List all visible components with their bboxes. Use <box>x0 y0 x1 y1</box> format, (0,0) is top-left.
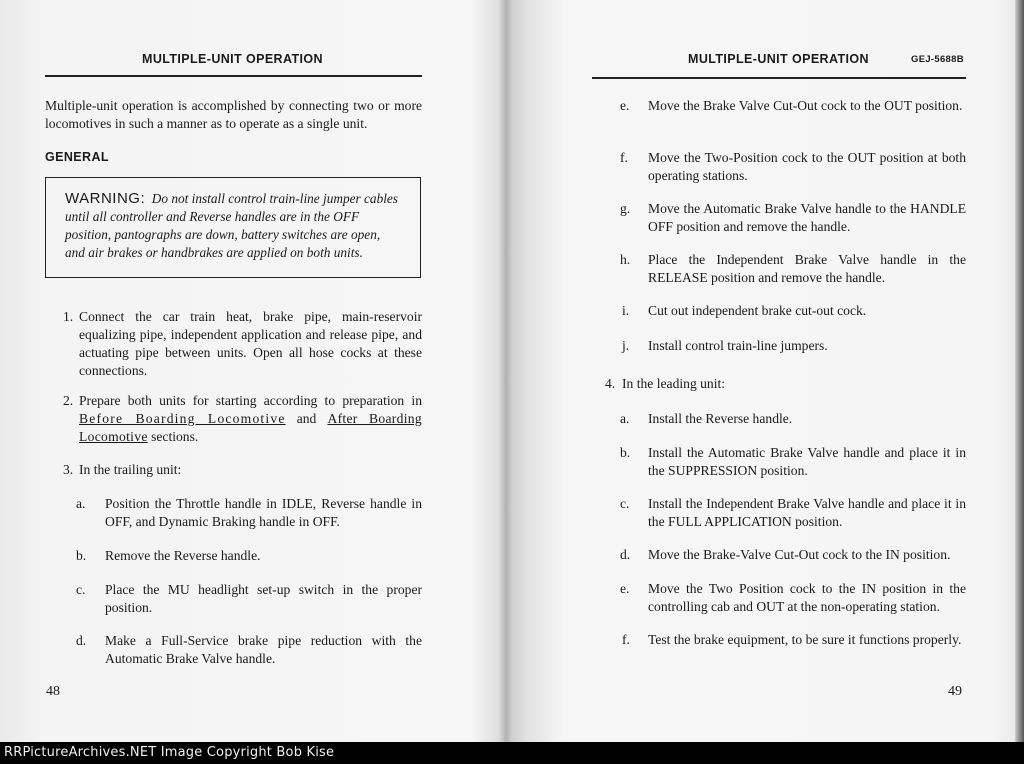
step-4c-text: Install the Independent Brake Valve handle and place it in the FULL APPLICATION position. <box>648 496 966 529</box>
general-heading: GENERAL <box>45 150 109 164</box>
step-4e-letter: e. <box>620 581 630 596</box>
step-3a-text: Position the Throttle handle in IDLE, Reverse handle in OFF, and Dynamic Braking handle in OFF. <box>105 496 422 529</box>
left-running-head: MULTIPLE-UNIT OPERATION <box>142 52 323 66</box>
step-3c-letter: c. <box>76 582 86 597</box>
step-3b-letter: b. <box>76 548 87 563</box>
trailing-g-text: Move the Automatic Brake Valve handle to the HANDLE OFF position and remove the handle. <box>648 201 966 234</box>
step-4-number: 4. <box>605 376 616 391</box>
step-3-text: In the trailing unit: <box>79 462 182 477</box>
trailing-g-letter: g. <box>620 201 631 216</box>
trailing-h-text: Place the Independent Brake Valve handle in the RELEASE position and remove the handle. <box>648 252 966 285</box>
step-3a-letter: a. <box>76 496 86 511</box>
warning-text: Do not install control train-line jumper cables until all controller and Reverse handles are in the OFF position, pantographs are down, battery switches are open, and air brakes or handbrakes are applied on both units. <box>65 191 398 260</box>
step-2-number: 2. <box>63 393 74 408</box>
trailing-h-letter: h. <box>620 252 631 267</box>
page-edge-shadow <box>1015 0 1024 742</box>
step-3-number: 3. <box>63 462 74 477</box>
step-3d-letter: d. <box>76 633 87 648</box>
trailing-j-letter: j. <box>622 338 630 353</box>
step-4d-text: Move the Brake-Valve Cut-Out cock to the IN position. <box>648 547 951 562</box>
trailing-e-text: Move the Brake Valve Cut-Out cock to the OUT position. <box>648 98 963 113</box>
left-page-number: 48 <box>46 684 60 699</box>
left-page <box>0 0 505 742</box>
before-boarding-link: Before Boarding Locomotive <box>79 411 286 426</box>
step-4b-text: Install the Automatic Brake Valve handle and place it in the SUPPRESSION position. <box>648 445 966 478</box>
intro-paragraph: Multiple-unit operation is accomplished by connecting two or more locomotives in such a manner as to operate as a single unit. <box>45 98 422 131</box>
document-number: GEJ-5688B <box>911 54 964 65</box>
step-2-lead: Prepare both units for starting according to preparation in <box>79 393 422 408</box>
step-4f-text: Test the brake equipment, to be sure it functions properly. <box>648 632 962 647</box>
trailing-e-letter: e. <box>620 98 630 113</box>
step-2-and: and <box>296 411 317 426</box>
trailing-i-text: Cut out independent brake cut-out cock. <box>648 303 867 318</box>
right-header-rule <box>592 77 966 79</box>
trailing-i-letter: i. <box>622 303 630 318</box>
right-page <box>509 0 1024 742</box>
step-3d-text: Make a Full-Service brake pipe reduction with the Automatic Brake Valve handle. <box>105 633 422 666</box>
trailing-f-letter: f. <box>620 150 628 165</box>
step-4f-letter: f. <box>622 632 630 647</box>
trailing-f-text: Move the Two-Position cock to the OUT position at both operating stations. <box>648 150 966 183</box>
step-4a-letter: a. <box>620 411 630 426</box>
trailing-j-text: Install control train-line jumpers. <box>648 338 828 353</box>
right-running-head: MULTIPLE-UNIT OPERATION <box>688 52 869 66</box>
warning-label: WARNING: <box>65 190 146 207</box>
copyright-credit: RRPictureArchives.NET Image Copyright Bob Kise <box>4 745 335 760</box>
step-2-text <box>79 392 422 446</box>
step-1-number: 1. <box>63 309 74 324</box>
step-4d-letter: d. <box>620 547 631 562</box>
step-2-tail: sections. <box>151 429 199 444</box>
right-page-number: 49 <box>948 684 962 699</box>
step-4c-letter: c. <box>620 496 630 511</box>
step-1-text: Connect the car train heat, brake pipe, main-reservoir equalizing pipe, independent application and release pipe, and actuating pipe between units. Open all hose cocks at these connections. <box>79 309 422 378</box>
after-boarding-link: After Boarding Locomotive <box>79 411 423 444</box>
warning-box <box>45 177 421 278</box>
step-4-text: In the leading unit: <box>622 376 726 391</box>
step-4a-text: Install the Reverse handle. <box>648 411 793 426</box>
step-4e-text: Move the Two Position cock to the IN position in the controlling cab and OUT at the non-operating station. <box>648 581 966 614</box>
step-3c-text: Place the MU headlight set-up switch in the proper position. <box>105 582 422 615</box>
left-header-rule <box>45 75 422 77</box>
step-4b-letter: b. <box>620 445 631 460</box>
step-3b-text: Remove the Reverse handle. <box>105 548 261 563</box>
